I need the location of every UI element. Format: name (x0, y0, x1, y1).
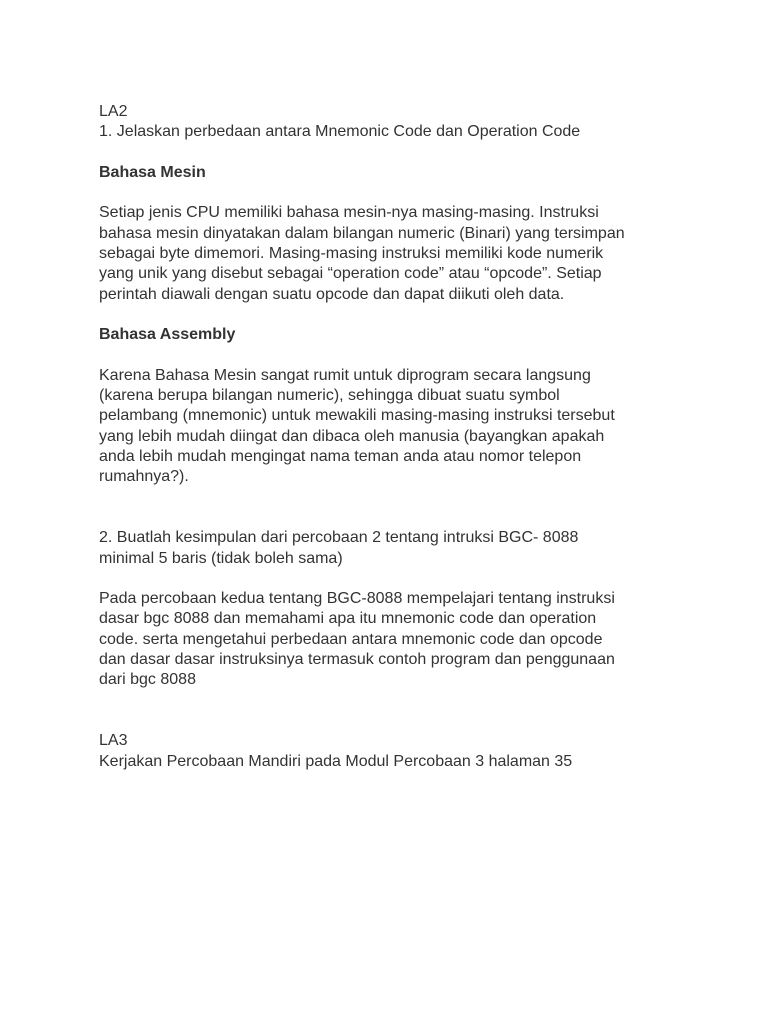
paragraph-line: Karena Bahasa Mesin sangat rumit untuk diprogram secara langsung (99, 366, 591, 384)
question-line: minimal 5 baris (tidak boleh sama) (99, 549, 343, 567)
answer-2 (99, 589, 699, 690)
la3-task: Kerjakan Percobaan Mandiri pada Modul Percobaan 3 halaman 35 (99, 752, 573, 770)
paragraph-line: Setiap jenis CPU memiliki bahasa mesin-nya masing-masing. Instruksi (99, 204, 599, 222)
spacer (99, 691, 699, 732)
paragraph-line: sebagai byte dimemori. Masing-masing instruksi memiliki kode numerik (99, 245, 604, 263)
heading-bahasa-assembly: Bahasa Assembly (99, 326, 236, 344)
paragraph-line: perintah diawali dengan suatu opcode dan dapat diikuti oleh data. (99, 285, 565, 303)
spacer (99, 346, 699, 366)
paragraph-line: rumahnya?). (99, 468, 189, 486)
document-page (99, 102, 699, 772)
la2-label: LA2 (99, 103, 128, 120)
answer-line: dan dasar dasar instruksinya termasuk contoh program dan penggunaan (99, 651, 615, 669)
la3-label: LA3 (99, 732, 128, 750)
spacer (99, 488, 699, 529)
heading-bahasa-mesin: Bahasa Mesin (99, 163, 206, 181)
question-line: 2. Buatlah kesimpulan dari percobaan 2 tentang intruksi BGC- 8088 (99, 529, 579, 547)
answer-line: Pada percobaan kedua tentang BGC-8088 mempelajari tentang instruksi (99, 590, 615, 608)
paragraph-line: anda lebih mudah mengingat nama teman anda atau nomor telepon (99, 448, 582, 466)
paragraph-line: yang unik yang disebut sebagai “operation code” atau “opcode”. Setiap (99, 265, 602, 283)
answer-line: dasar bgc 8088 dan memahami apa itu mnemonic code dan operation (99, 610, 597, 628)
spacer (99, 183, 699, 203)
paragraph-line: pelambang (mnemonic) untuk mewakili masing-masing instruksi tersebut (99, 407, 615, 425)
spacer (99, 305, 699, 325)
spacer (99, 569, 699, 589)
paragraph-line: bahasa mesin dinyatakan dalam bilangan numeric (Binari) yang tersimpan (99, 224, 625, 242)
paragraph-bahasa-mesin (99, 203, 699, 304)
paragraph-line: (karena berupa bilangan numeric), sehingga dibuat suatu symbol (99, 387, 560, 405)
question-2 (99, 528, 699, 569)
answer-line: code. serta mengetahui perbedaan antara mnemonic code dan opcode (99, 630, 603, 648)
answer-line: dari bgc 8088 (99, 671, 196, 689)
spacer (99, 143, 699, 163)
paragraph-bahasa-assembly (99, 366, 699, 488)
paragraph-line: yang lebih mudah diingat dan dibaca oleh manusia (bayangkan apakah (99, 427, 605, 445)
question-1: 1. Jelaskan perbedaan antara Mnemonic Code dan Operation Code (99, 123, 581, 141)
